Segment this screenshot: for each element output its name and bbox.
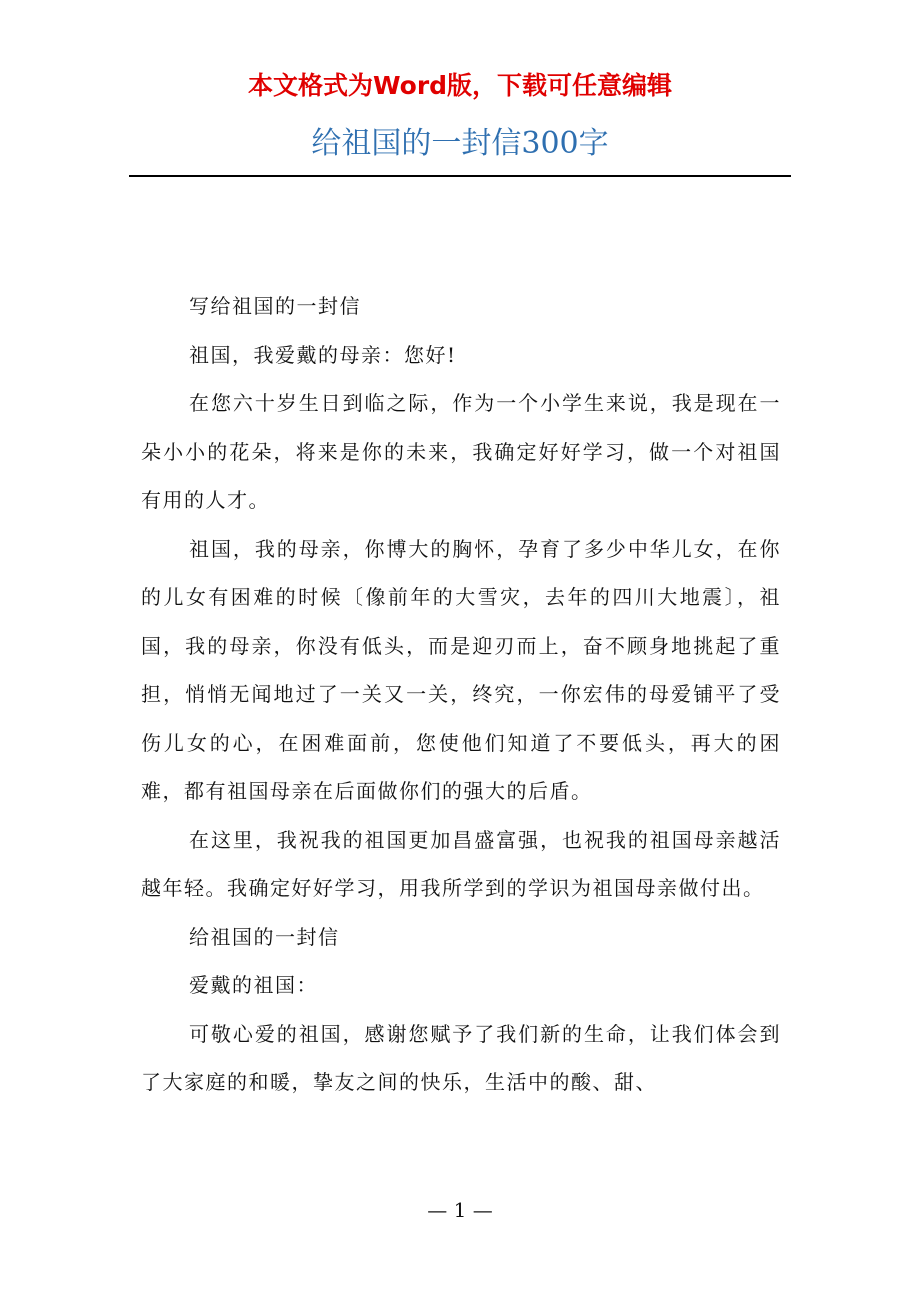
paragraph: 祖国，我的母亲，你博大的胸怀，孕育了多少中华儿女，在你的儿女有困难的时候〔像前年的大雪灾，去年的四川大地震〕，祖国，我的母亲，你没有低头，而是迎刃而上，奋不顾身地挑起了重担，悄悄无闻地过了一关又一关，终究，一你宏伟的母爱铺平了受伤儿女的心，在困难面前，您使他们知道了不要低头，再大的困难，都有祖国母亲在后面做你们的强大的后盾。 [141, 536, 781, 803]
paragraph: 在您六十岁生日到临之际，作为一个小学生来说，我是现在一朵小小的花朵，将来是你的未来，我确定好好学习，做一个对祖国有用的人才。 [141, 391, 781, 512]
paragraph: 在这里，我祝我的祖国更加昌盛富强，也祝我的祖国母亲越活越年轻。我确定好好学习，用我所学到的学识为祖国母亲做付出。 [141, 827, 781, 900]
header-divider [129, 175, 791, 177]
format-banner: 本文格式为Word版，下载可任意编辑 [247, 71, 673, 100]
paragraph: 可敬心爱的祖国，感谢您赋予了我们新的生命，让我们体会到了大家庭的和暖，挚友之间的快乐，生活中的酸、甜、 [141, 1021, 781, 1094]
document-title: 给祖国的一封信300字 [311, 126, 609, 161]
paragraph: 祖国，我爱戴的母亲：您好! [189, 342, 457, 367]
document-body [141, 282, 781, 1107]
paragraph: 给祖国的一封信 [189, 924, 340, 949]
paragraph: 写给祖国的一封信 [189, 294, 361, 318]
paragraph: 爱戴的祖国： [189, 973, 318, 997]
page-number: — 1 — [427, 1198, 493, 1222]
